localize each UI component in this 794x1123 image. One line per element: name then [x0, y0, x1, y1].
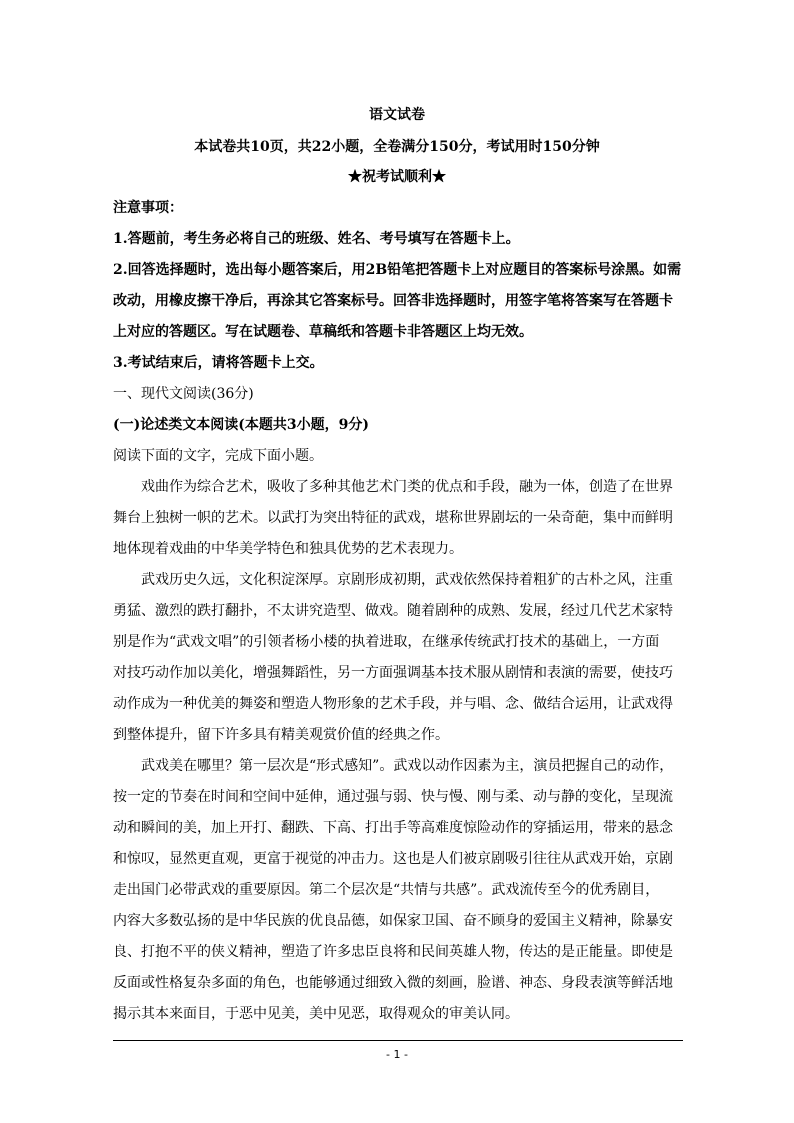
notes-line: 1.答题前，考生务必将自己的班级、姓名、考号填写在答题卡上。 [113, 231, 520, 247]
body-line: 武戏美在哪里？第一层次是“形式感知”。武戏以动作因素为主，演员把握自己的动作， [141, 758, 674, 774]
body-line: 戏曲作为综合艺术，吸收了多种其他艺术门类的优点和手段，融为一体，创造了在世界 [141, 479, 673, 495]
body-line: 按一定的节奏在时间和空间中延伸，通过强与弱、快与慢、刚与柔、动与静的变化，呈现流 [113, 789, 673, 805]
notes-line: 改动，用橡皮擦干净后，再涂其它答案标号。回答非选择题时，用签字笔将答案写在答题卡 [113, 293, 673, 309]
footer-divider [113, 1040, 683, 1041]
body-line: 到整体提升，留下许多具有精美观赏价值的经典之作。 [113, 727, 449, 743]
body-line: 走出国门必带武戏的重要原因。第二个层次是“共情与共感”。武戏流传至今的优秀剧目， [113, 882, 660, 898]
body-line: 和惊叹，显然更直观，更富于视觉的冲击力。这也是人们被京剧吸引往往从武戏开始，京剧 [113, 851, 673, 867]
body-line: 动和瞬间的美，加上开打、翻跌、下高、打出手等高难度惊险动作的穿插运用，带来的悬念 [113, 820, 673, 836]
notes-line: 2.回答选择题时，选出每小题答案后，用2B铅笔把答题卡上对应题目的答案标号涂黑。如需 [113, 262, 682, 278]
section-heading: 一、现代文阅读(36分) [113, 386, 254, 402]
body-line: 勇猛、激烈的跌打翻扑，不太讲究造型、做戏。随着剧种的成熟、发展，经过几代艺术家特 [113, 603, 673, 619]
section-subheading: (一)论述类文本阅读(本题共3小题，9分) [113, 417, 369, 433]
page-number: - 1 - [386, 1048, 408, 1061]
body-line: 对技巧动作加以美化，增强舞蹈性，另一方面强调基本技术服从剧情和表演的需要，使技巧 [113, 665, 673, 681]
notes-heading: 注意事项： [113, 200, 183, 216]
body-line: 动作成为一种优美的舞姿和塑造人物形象的艺术手段，并与唱、念、做结合运用，让武戏得 [113, 696, 673, 712]
exam-subtitle: 本试卷共10页，共22小题，全卷满分150分，考试用时150分钟 [194, 139, 600, 155]
body-line: 地体现着戏曲的中华美学特色和独具优势的艺术表现力。 [113, 541, 463, 557]
body-line: 别是作为“武戏文唱”的引领者杨小楼的执着进取，在继承传统武打技术的基础上，一方面 [113, 634, 660, 650]
exam-title: 语文试卷 [369, 107, 425, 123]
exam-blessing: ★祝考试顺利★ [348, 169, 446, 185]
body-line: 良、打抱不平的侠义精神，塑造了许多忠臣良将和民间英雄人物，传达的是正能量。即使是 [113, 944, 673, 960]
notes-line: 3.考试结束后，请将答题卡上交。 [113, 355, 324, 371]
body-line: 反面或性格复杂多面的角色，也能够通过细致入微的刻画，脸谱、神态、身段表演等鲜活地 [113, 975, 673, 991]
body-line: 内容大多数弘扬的是中华民族的优良品德，如保家卫国、奋不顾身的爱国主义精神，除暴安 [113, 913, 673, 929]
body-line: 武戏历史久远，文化积淀深厚。京剧形成初期，武戏依然保持着粗犷的古朴之风，注重 [141, 572, 673, 588]
section-instruction: 阅读下面的文字，完成下面小题。 [113, 448, 323, 464]
notes-line: 上对应的答题区。写在试题卷、草稿纸和答题卡非答题区上均无效。 [113, 324, 533, 340]
body-line: 揭示其本来面目，于恶中见美，美中见恶，取得观众的审美认同。 [113, 1006, 519, 1022]
body-line: 舞台上独树一帜的艺术。以武打为突出特征的武戏，堪称世界剧坛的一朵奇葩，集中而鲜明 [113, 510, 673, 526]
